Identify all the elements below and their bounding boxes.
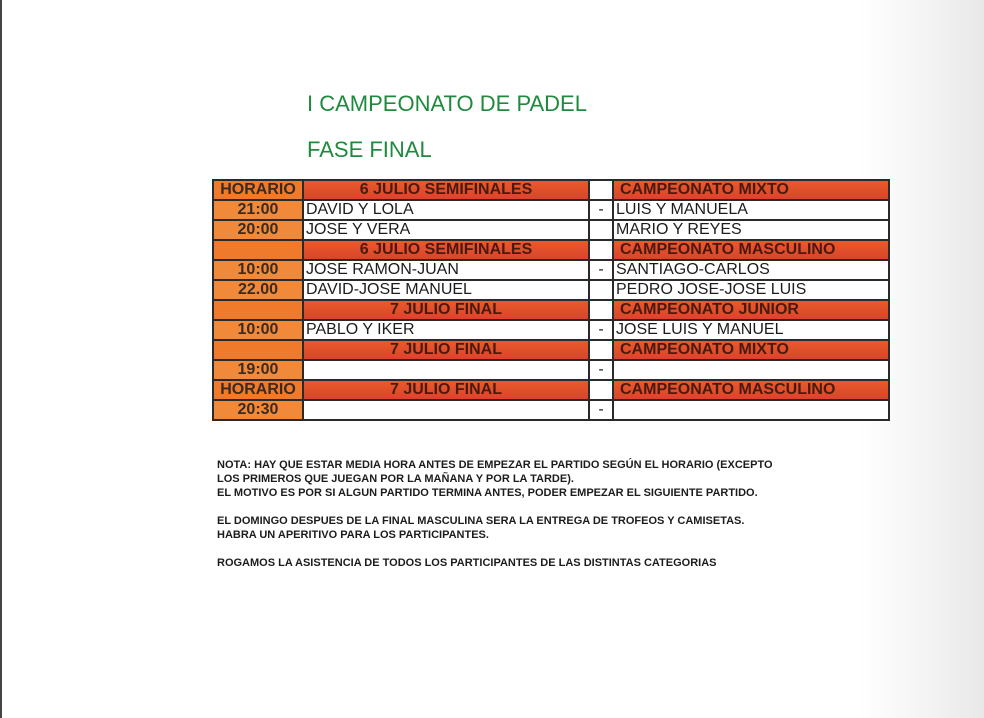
time-cell: 20:30 xyxy=(213,400,303,420)
time-cell: HORARIO xyxy=(213,180,303,200)
page-edge xyxy=(0,0,2,718)
page-title: I CAMPEONATO DE PADEL xyxy=(307,91,587,116)
separator-cell xyxy=(589,220,613,240)
schedule-header-row xyxy=(213,240,889,260)
round-cell: 6 JULIO SEMIFINALES xyxy=(303,180,589,200)
category-cell: CAMPEONATO MASCULINO xyxy=(613,240,889,260)
separator-cell xyxy=(589,380,613,400)
schedule-header-row xyxy=(213,300,889,320)
note-schedule: NOTA: HAY QUE ESTAR MEDIA HORA ANTES DE EMPEZAR EL PARTIDO SEGÚN EL HORARIO (EXCEPTO LOS PRIMEROS QUE JUEGAN POR LA MAÑANA Y POR LA TARDE). EL MOTIVO ES POR SI ALGUN PARTIDO TERMINA ANTES, PODER EMPEZAR EL SIGUIENTE PARTIDO. xyxy=(217,459,773,499)
team-left-cell: JOSE Y VERA xyxy=(303,220,589,240)
round-cell: 7 JULIO FINAL xyxy=(303,380,589,400)
round-cell: 7 JULIO FINAL xyxy=(303,300,589,320)
separator-cell xyxy=(589,300,613,320)
time-cell: 21:00 xyxy=(213,200,303,220)
page-subtitle: FASE FINAL xyxy=(307,137,432,162)
separator-cell xyxy=(589,180,613,200)
schedule-match-row xyxy=(213,280,889,300)
time-cell xyxy=(213,240,303,260)
time-cell: 10:00 xyxy=(213,260,303,280)
separator-cell: - xyxy=(589,320,613,340)
time-cell: 10:00 xyxy=(213,320,303,340)
separator-cell: - xyxy=(589,400,613,420)
schedule-header-row xyxy=(213,340,889,360)
separator-cell xyxy=(589,240,613,260)
schedule-match-row xyxy=(213,360,889,380)
separator-cell xyxy=(589,280,613,300)
team-right-cell: SANTIAGO-CARLOS xyxy=(613,260,889,280)
team-left-cell xyxy=(303,400,589,420)
team-right-cell xyxy=(613,360,889,380)
schedule-table xyxy=(212,179,890,421)
category-cell: CAMPEONATO JUNIOR xyxy=(613,300,889,320)
time-cell xyxy=(213,340,303,360)
schedule-header-row xyxy=(213,180,889,200)
category-cell: CAMPEONATO MIXTO xyxy=(613,180,889,200)
notes-section xyxy=(217,458,857,570)
time-cell: HORARIO xyxy=(213,380,303,400)
team-right-cell: LUIS Y MANUELA xyxy=(613,200,889,220)
time-cell: 19:00 xyxy=(213,360,303,380)
schedule-header-row xyxy=(213,380,889,400)
category-cell: CAMPEONATO MASCULINO xyxy=(613,380,889,400)
time-cell: 20:00 xyxy=(213,220,303,240)
team-left-cell: DAVID-JOSE MANUEL xyxy=(303,280,589,300)
team-left-cell xyxy=(303,360,589,380)
note-trophies: EL DOMINGO DESPUES DE LA FINAL MASCULINA SERA LA ENTREGA DE TROFEOS Y CAMISETAS. HABRA UN APERITIVO PARA LOS PARTICIPANTES. xyxy=(217,515,745,541)
team-left-cell: JOSE RAMON-JUAN xyxy=(303,260,589,280)
team-right-cell xyxy=(613,400,889,420)
round-cell: 6 JULIO SEMIFINALES xyxy=(303,240,589,260)
schedule-match-row xyxy=(213,320,889,340)
team-left-cell: PABLO Y IKER xyxy=(303,320,589,340)
time-cell xyxy=(213,300,303,320)
separator-cell: - xyxy=(589,260,613,280)
team-right-cell: PEDRO JOSE-JOSE LUIS xyxy=(613,280,889,300)
schedule-match-row xyxy=(213,260,889,280)
separator-cell: - xyxy=(589,360,613,380)
separator-cell xyxy=(589,340,613,360)
category-cell: CAMPEONATO MIXTO xyxy=(613,340,889,360)
team-right-cell: MARIO Y REYES xyxy=(613,220,889,240)
team-right-cell: JOSE LUIS Y MANUEL xyxy=(613,320,889,340)
note-attendance: ROGAMOS LA ASISTENCIA DE TODOS LOS PARTICIPANTES DE LAS DISTINTAS CATEGORIAS xyxy=(217,557,717,569)
schedule-match-row xyxy=(213,220,889,240)
time-cell: 22.00 xyxy=(213,280,303,300)
round-cell: 7 JULIO FINAL xyxy=(303,340,589,360)
team-left-cell: DAVID Y LOLA xyxy=(303,200,589,220)
separator-cell: - xyxy=(589,200,613,220)
schedule-match-row xyxy=(213,400,889,420)
schedule-match-row xyxy=(213,200,889,220)
